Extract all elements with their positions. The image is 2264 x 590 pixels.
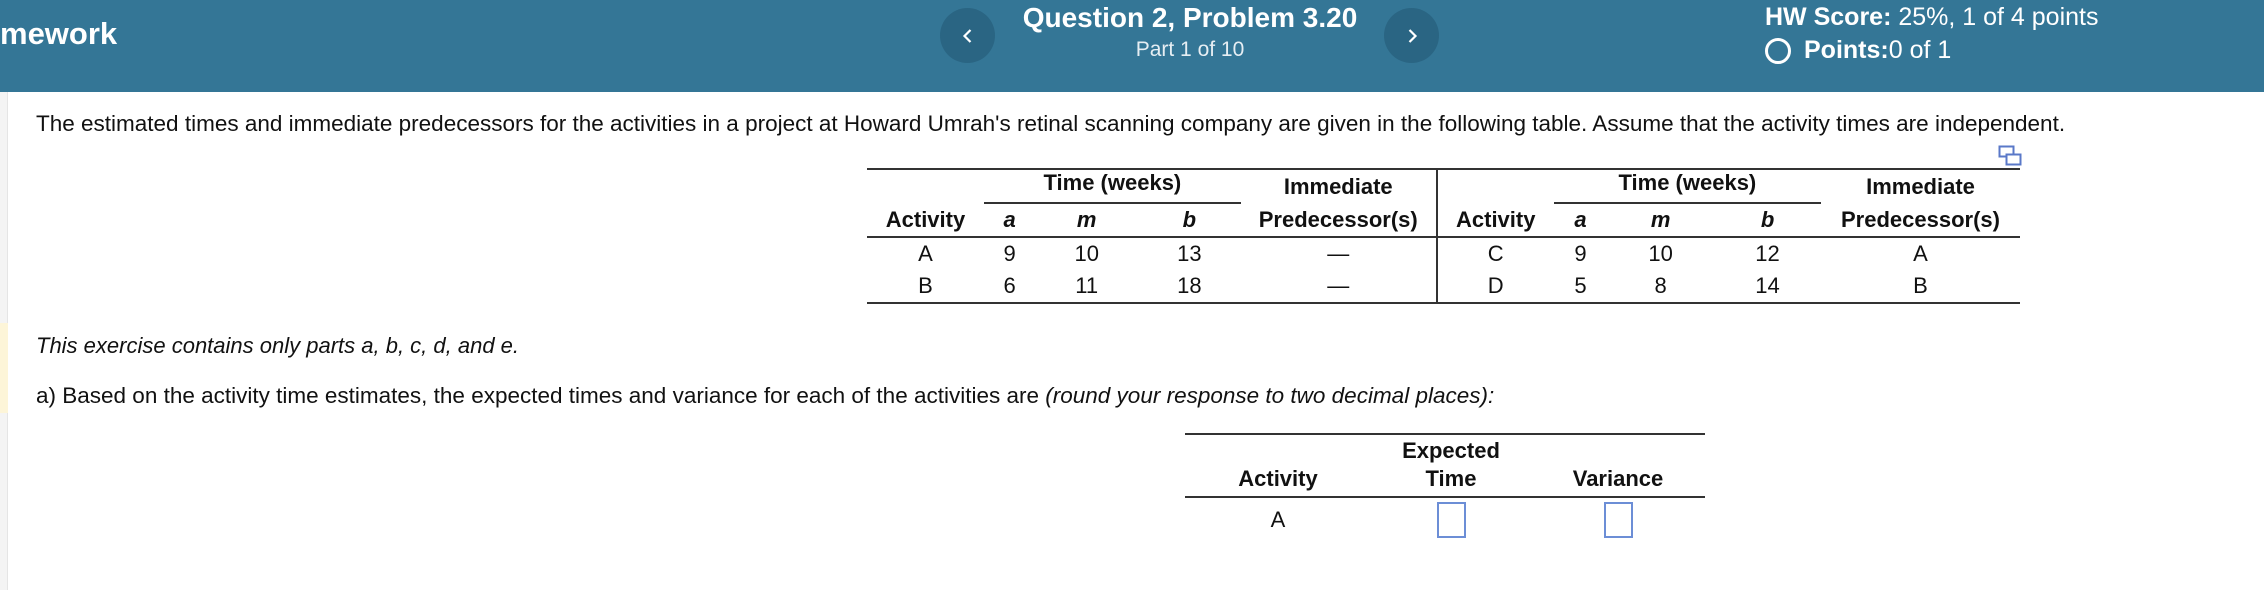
points-label: Points: <box>1804 36 1889 64</box>
points-status <box>1765 36 1951 65</box>
col-predecessors: Predecessor(s) <box>1241 204 1437 237</box>
hw-score-label: HW Score: <box>1765 3 1892 31</box>
time-weeks-header: Time (weeks) <box>1554 169 1821 204</box>
activity-cell: B <box>867 270 984 303</box>
circle-outline-icon <box>1765 38 1791 64</box>
b-cell: 18 <box>1138 270 1241 303</box>
predecessor-cell: — <box>1241 270 1437 303</box>
a-cell: 9 <box>1574 241 1587 266</box>
table-row <box>867 237 2020 270</box>
answer-col-variance: Variance <box>1531 434 1705 497</box>
immediate-header: Immediate <box>1241 169 1437 204</box>
problem-intro: The estimated times and immediate predecessors for the activities in a project at Howard Umrah's retinal scanning company are given in the following table. Assume that the activity times are independent. <box>36 111 2066 136</box>
hw-score-value: 25%, 1 of 4 points <box>1891 3 2099 31</box>
previous-question-button[interactable] <box>940 8 995 63</box>
a-cell: 5 <box>1554 270 1607 303</box>
m-cell: 10 <box>1648 241 1673 266</box>
activity-cell: A <box>918 241 933 266</box>
col-activity: Activity <box>867 204 984 237</box>
a-cell: 9 <box>1003 241 1016 266</box>
question-part: Part 1 of 10 <box>1135 38 1245 61</box>
activity-table <box>867 168 2020 304</box>
chevron-right-icon <box>1403 27 1421 45</box>
time-weeks-header: Time (weeks) <box>984 169 1241 204</box>
b-cell: 12 <box>1755 241 1780 266</box>
predecessor-cell: — <box>1327 241 1350 266</box>
answer-col-activity: Activity <box>1185 434 1371 497</box>
activity-cell: D <box>1437 270 1554 303</box>
hw-score <box>1765 3 2099 32</box>
col-m: m <box>1035 204 1138 237</box>
col-a: a <box>1554 204 1607 237</box>
exercise-note: This exercise contains only parts a, b, c, d, and e. <box>36 333 520 358</box>
col-activity: Activity <box>1437 204 1554 237</box>
a-cell: 6 <box>984 270 1035 303</box>
predecessor-cell: A <box>1913 241 1928 266</box>
next-question-button[interactable] <box>1384 8 1439 63</box>
b-cell: 13 <box>1177 241 1202 266</box>
m-cell: 11 <box>1035 270 1138 303</box>
answer-row <box>1185 497 1705 541</box>
col-m: m <box>1607 204 1714 237</box>
m-cell: 10 <box>1074 241 1099 266</box>
part-a-question <box>36 383 1494 409</box>
predecessor-cell: B <box>1821 270 2020 303</box>
answer-col-expected-time: Expected Time <box>1371 434 1531 497</box>
immediate-header: Immediate <box>1821 169 2020 204</box>
course-title[interactable]: mework <box>0 16 118 51</box>
copy-table-icon[interactable] <box>1998 145 2022 167</box>
m-cell: 8 <box>1607 270 1714 303</box>
activity-cell: C <box>1437 237 1554 270</box>
question-title: Question 2, Problem 3.20 <box>1022 2 1358 33</box>
expected-time-input[interactable] <box>1437 502 1466 538</box>
variance-input[interactable] <box>1604 502 1633 538</box>
col-predecessors: Predecessor(s) <box>1821 204 2020 237</box>
answer-table <box>1185 433 1705 541</box>
chevron-left-icon <box>959 27 977 45</box>
b-cell: 14 <box>1714 270 1821 303</box>
col-a: a <box>984 204 1035 237</box>
table-row <box>867 270 2020 303</box>
part-a-text: a) Based on the activity time estimates, the expected times and variance for each of the activities are <box>36 383 1046 408</box>
col-b: b <box>1714 204 1821 237</box>
left-gutter-highlight <box>0 323 8 413</box>
points-value: 0 of 1 <box>1888 36 1952 64</box>
top-header <box>0 0 2264 92</box>
col-b: b <box>1138 204 1241 237</box>
part-a-hint: (round your response to two decimal places): <box>1045 383 1495 408</box>
answer-activity-cell: A <box>1270 506 1286 532</box>
